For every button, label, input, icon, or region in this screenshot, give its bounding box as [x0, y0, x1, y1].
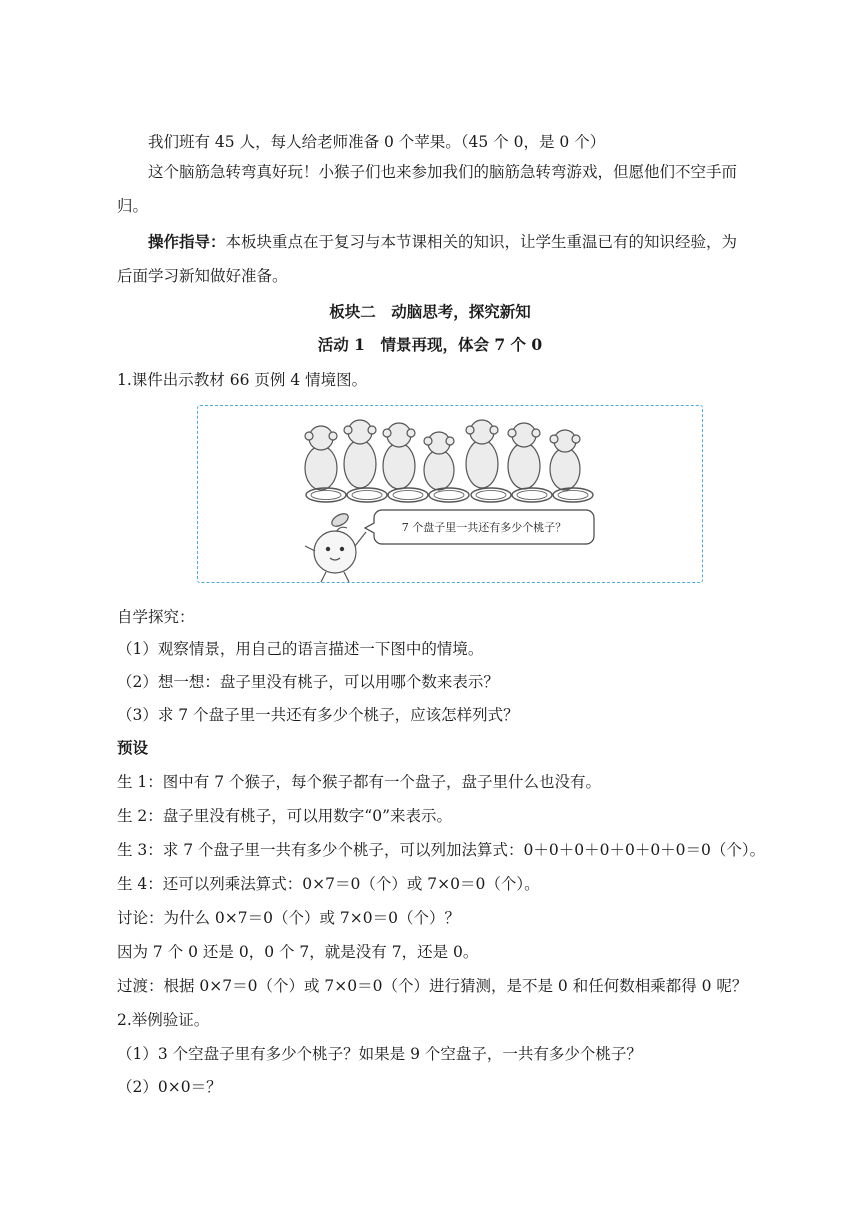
plate-icon	[429, 488, 469, 502]
plate-icon	[553, 488, 593, 502]
illustration-svg	[198, 406, 704, 584]
step2-example1: （1）3 个空盘子里有多少个桃子？如果是 9 个空盘子，一共有多少个桃子？	[117, 1045, 642, 1063]
plate-icon	[512, 488, 552, 502]
plate-icon	[347, 488, 387, 502]
self-study-q2: （2）想一想：盘子里没有桃子，可以用哪个数来表示？	[117, 673, 499, 691]
paragraph-riddle-line1: 这个脑筋急转弯真好玩！小猴子们也来参加我们的脑筋急转弯游戏，但愿他们不空手而	[148, 163, 738, 181]
monkey-icon	[383, 423, 415, 489]
monkey-icon	[305, 426, 337, 490]
monkey-icon	[466, 420, 498, 488]
speech-bubble-text: 7 个盘子里一共还有多少个桃子？	[401, 521, 567, 534]
monkey-icon	[508, 423, 540, 489]
student4-answer: 生 4：还可以列乘法算式：0×7＝0（个）或 7×0＝0（个）。	[117, 875, 540, 893]
guide-line2: 后面学习新知做好准备。	[117, 267, 288, 285]
monkey-icon	[550, 430, 580, 490]
plate-icon	[306, 488, 346, 502]
preset-title: 预设	[117, 738, 149, 757]
self-study-title: 自学探究：	[117, 608, 195, 626]
student2-answer: 生 2：盘子里没有桃子，可以用数字“0”来表示。	[117, 807, 452, 825]
section-heading: 板块二 动脑思考，探究新知	[329, 302, 531, 321]
paragraph-apples: 我们班有 45 人，每人给老师准备 0 个苹果。（45 个 0，是 0 个）	[148, 133, 606, 151]
plate-icon	[388, 488, 428, 502]
guide-label: 操作指导：	[148, 232, 226, 251]
guide-line1	[148, 231, 737, 253]
step2-title: 2.举例验证。	[117, 1011, 210, 1029]
discussion-answer: 因为 7 个 0 还是 0，0 个 7，就是没有 7，还是 0。	[117, 943, 479, 961]
student3-answer: 生 3：求 7 个盘子里一共有多少个桃子，可以列加法算式：0＋0＋0＋0＋0＋0＋0＝0（个）。	[117, 841, 766, 859]
self-study-q1: （1）观察情景，用自己的语言描述一下图中的情境。	[117, 640, 484, 658]
student1-answer: 生 1：图中有 7 个猴子，每个猴子都有一个盘子，盘子里什么也没有。	[117, 773, 602, 791]
step1-text: 1.课件出示教材 66 页例 4 情境图。	[117, 371, 368, 389]
monkey-icon	[344, 420, 376, 488]
monkey-icon	[424, 432, 454, 490]
transition-text: 过渡：根据 0×7＝0（个）或 7×0＝0（个）进行猜测，是不是 0 和任何数相乘都得 0 呢？	[117, 977, 748, 995]
step2-example2: （2）0×0＝？	[117, 1078, 222, 1096]
activity-heading: 活动 1 情景再现，体会 7 个 0	[317, 335, 543, 354]
plate-icon	[471, 488, 511, 502]
peach-mascot-icon	[305, 511, 366, 582]
textbook-illustration	[197, 405, 703, 583]
discussion-question: 讨论：为什么 0×7＝0（个）或 7×0＝0（个）？	[117, 909, 460, 927]
self-study-q3: （3）求 7 个盘子里一共还有多少个桃子，应该怎样列式？	[117, 706, 519, 724]
guide-text: 本板块重点在于复习与本节课相关的知识，让学生重温已有的知识经验，为	[225, 233, 738, 251]
paragraph-riddle-line2: 归。	[117, 197, 149, 215]
